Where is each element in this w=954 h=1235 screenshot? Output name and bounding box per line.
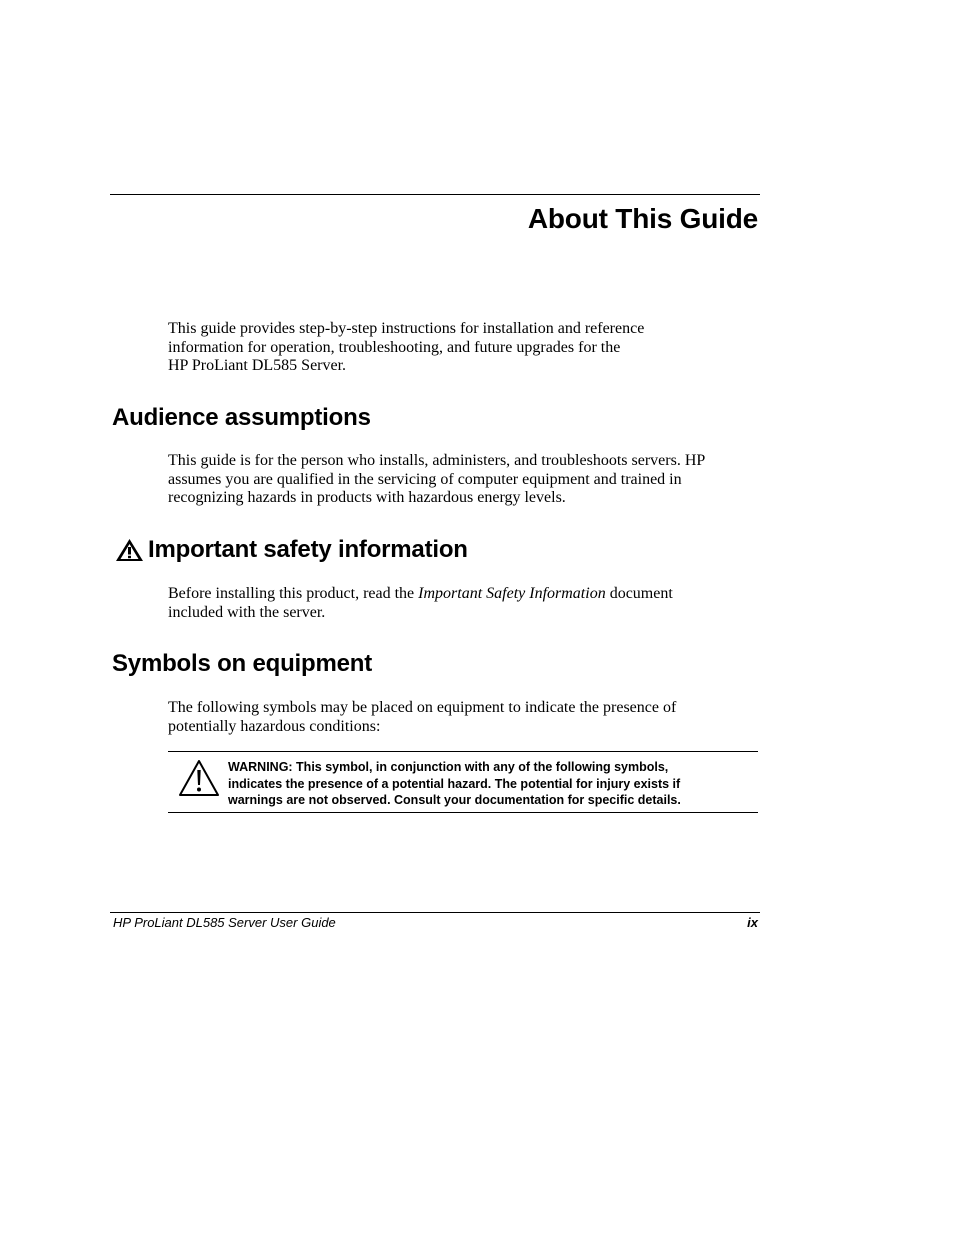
audience-line: This guide is for the person who installs, administers, and troubleshoots servers. HP bbox=[168, 452, 706, 469]
safety-heading-text: Important safety information bbox=[148, 536, 468, 563]
footer-rule bbox=[110, 912, 760, 913]
symbols-line: The following symbols may be placed on equipment to indicate the presence of bbox=[168, 699, 677, 716]
warning-callout bbox=[168, 751, 758, 813]
safety-paragraph bbox=[168, 585, 758, 622]
warning-line: WARNING: This symbol, in conjunction with any of the following symbols, bbox=[228, 760, 669, 774]
safety-doc-title: Important Safety Information bbox=[418, 585, 606, 602]
footer-title: HP ProLiant DL585 Server User Guide bbox=[113, 915, 336, 930]
warning-triangle-icon bbox=[115, 538, 144, 562]
warning-line: indicates the presence of a potential hazard. The potential for injury exists if bbox=[228, 776, 681, 791]
page-number: ix bbox=[747, 915, 758, 930]
header-rule bbox=[110, 194, 760, 195]
audience-heading: Audience assumptions bbox=[112, 404, 371, 431]
warning-triangle-icon bbox=[178, 759, 220, 797]
chapter-title: About This Guide bbox=[527, 203, 758, 234]
safety-line: included with the server. bbox=[168, 603, 326, 621]
audience-line: assumes you are qualified in the servicing of computer equipment and trained in bbox=[168, 470, 682, 488]
safety-text: Before installing this product, read the bbox=[168, 585, 419, 602]
intro-paragraph bbox=[168, 320, 758, 376]
audience-line: recognizing hazards in products with hazardous energy levels. bbox=[168, 489, 566, 507]
warning-text bbox=[228, 759, 753, 809]
warning-line: warnings are not observed. Consult your documentation for specific details. bbox=[228, 793, 681, 808]
symbols-heading: Symbols on equipment bbox=[112, 650, 373, 677]
safety-heading bbox=[115, 536, 468, 564]
symbols-paragraph bbox=[168, 699, 758, 736]
intro-line: This guide provides step-by-step instructions for installation and reference bbox=[168, 320, 645, 337]
safety-text: document bbox=[605, 585, 673, 602]
intro-line: information for operation, troubleshooting, and future upgrades for the bbox=[168, 338, 621, 356]
intro-line: HP ProLiant DL585 Server. bbox=[168, 357, 347, 375]
symbols-line: potentially hazardous conditions: bbox=[168, 717, 381, 735]
audience-paragraph bbox=[168, 452, 758, 508]
